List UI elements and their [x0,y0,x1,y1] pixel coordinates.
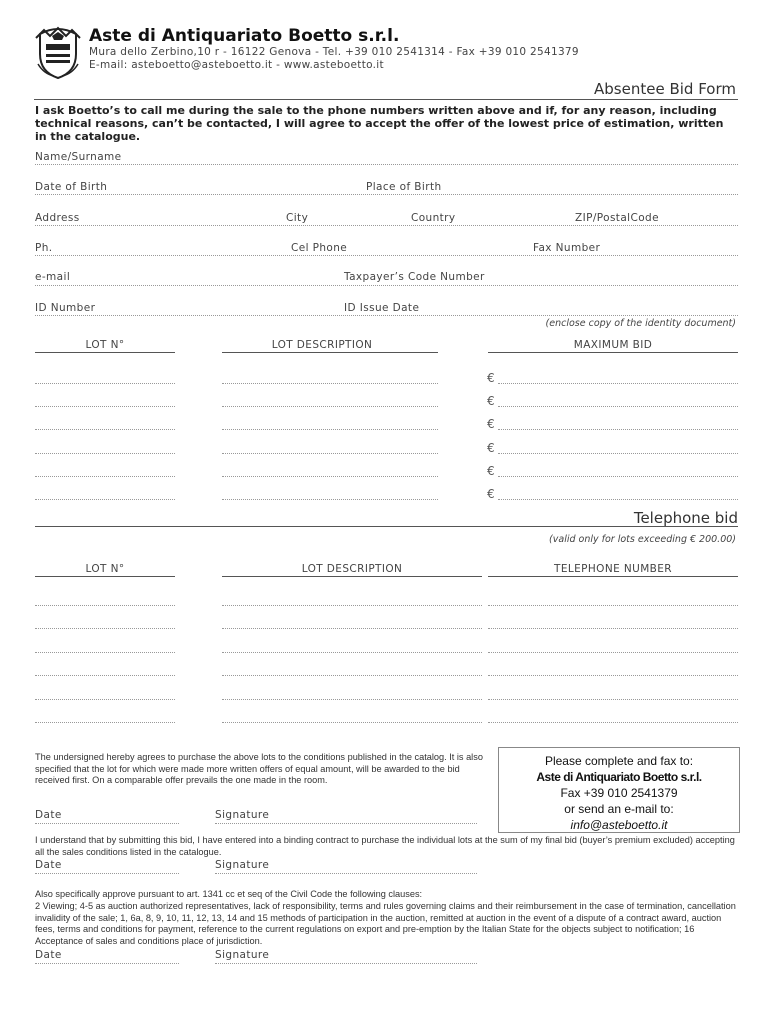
col-bid-header: MAXIMUM BID [573,339,653,351]
contract-text: I understand that by submitting this bid, I have entered into a binding contract to purchase the individual lots at the sum of my final bid (buyer’s premium excluded) accepting all the sales conditions listed in the catalogue. [35,835,735,857]
col-bid-rule [488,352,738,353]
lot-number-field[interactable] [35,383,175,384]
id-number-label: ID Number [35,302,96,314]
tel-lot-description-field[interactable] [222,652,482,653]
lot-number-field[interactable] [35,406,175,407]
phone-field[interactable] [35,255,738,256]
form-title: Absentee Bid Form [594,80,736,98]
company-name: Aste di Antiquariato Boetto s.r.l. [89,26,400,46]
agreement-text: The undersigned hereby agrees to purchase the above lots to the conditions published in the catalog. It is also specified that the lot for which were made more written offers of equal amount, will be awarded to the bid received first. On a comparable offer prevails the one made in the room. [35,752,483,785]
tel-lot-number-field[interactable] [35,722,175,723]
signature-label-1: Signature [215,809,270,821]
dob-label: Date of Birth [35,181,108,193]
tel-lot-description-field[interactable] [222,675,482,676]
signature-label-2: Signature [215,859,270,871]
id-field[interactable] [35,315,738,316]
id-date-label: ID Issue Date [344,302,420,314]
lot-number-field[interactable] [35,476,175,477]
fax-box-company: Aste di Antiquariato Boetto s.r.l. [536,770,702,784]
col-desc-rule [222,352,438,353]
taxcode-label: Taxpayer’s Code Number [344,271,485,283]
date-label-3: Date [35,949,62,961]
lot-description-field[interactable] [222,429,438,430]
zip-label: ZIP/PostalCode [575,212,659,224]
fax-box [498,747,740,833]
signature-field-3[interactable] [215,963,477,964]
title-rule [34,99,738,100]
tel-lot-number-field[interactable] [35,652,175,653]
tel-lot-description-field[interactable] [222,605,482,606]
date-field-2[interactable] [35,873,179,874]
coat-of-arms-icon [34,24,82,80]
name-field[interactable] [35,164,738,165]
cel-label: Cel Phone [291,242,348,254]
pob-label: Place of Birth [366,181,442,193]
maximum-bid-field[interactable] [498,429,738,430]
company-address: Mura dello Zerbino,10 r - 16122 Genova - Tel. +39 010 2541314 - Fax +39 010 2541379 [89,46,579,58]
address-field[interactable] [35,225,738,226]
telephone-number-field[interactable] [488,699,738,700]
tel-lot-description-field[interactable] [222,628,482,629]
col-lot-rule [35,352,175,353]
signature-label-3: Signature [215,949,270,961]
col-lot-header: LOT N° [85,339,125,351]
tel-lot-number-field[interactable] [35,605,175,606]
tel-col-phone-rule [488,576,738,577]
tel-col-desc-rule [222,576,482,577]
maximum-bid-field[interactable] [498,453,738,454]
tel-col-desc-header: LOT DESCRIPTION [301,563,403,575]
date-label-1: Date [35,809,62,821]
lot-description-field[interactable] [222,453,438,454]
phone-label: Ph. [35,242,53,254]
telephone-number-field[interactable] [488,722,738,723]
tel-col-lot-rule [35,576,175,577]
telephone-number-field[interactable] [488,628,738,629]
address-label: Address [35,212,80,224]
date-field-1[interactable] [35,823,179,824]
intro-text: I ask Boetto’s to call me during the sale to the phone numbers written above and if, for any reason, including technical reasons, can’t be contacted, I will agree to accept the offer of the lowest price of estimation, written in the catalogue. [35,104,724,143]
fax-box-fax: Fax +39 010 2541379 [560,786,678,800]
euro-sign: € [487,371,495,385]
lot-number-field[interactable] [35,453,175,454]
euro-sign: € [487,440,495,455]
country-label: Country [411,212,456,224]
lot-description-field[interactable] [222,406,438,407]
euro-sign: € [487,394,495,409]
section-divider [35,526,738,527]
signature-field-1[interactable] [215,823,477,824]
telephone-number-field[interactable] [488,605,738,606]
date-field-3[interactable] [35,963,179,964]
col-desc-header: LOT DESCRIPTION [271,339,373,351]
signature-field-2[interactable] [215,873,477,874]
tel-lot-number-field[interactable] [35,699,175,700]
fax-label: Fax Number [533,242,601,254]
tel-lot-description-field[interactable] [222,722,482,723]
lot-number-field[interactable] [35,499,175,500]
dob-pob-field[interactable] [35,194,738,195]
euro-sign: € [487,417,495,432]
name-label: Name/Surname [35,151,122,163]
tel-lot-number-field[interactable] [35,628,175,629]
lot-number-field[interactable] [35,429,175,430]
telephone-title: Telephone bid [633,509,738,527]
euro-sign: € [487,463,495,478]
tel-col-lot-header: LOT N° [85,563,125,575]
telephone-number-field[interactable] [488,675,738,676]
maximum-bid-field[interactable] [498,476,738,477]
fax-box-line1: Please complete and fax to: [544,754,694,768]
clauses-text: 2 Viewing; 4-5 as auction authorized representatives, lack of responsibility, terms and rules governing claims and their reimbursement in the case of termination, cancellation invalidity of the sale; 1, 6a, 8, 9, 10, 11, 12, 13, 14 and 15 methods of participation in the auction, remitted at auction in the event of a dispute of a contract award, auction fees, terms and conditions for payment, reference to the current regulations on export and pre-emption by the Italian State for the objects subject to notification; 16 Acceptance of sales and conditions place of jurisdiction. [35,901,736,946]
tel-lot-description-field[interactable] [222,699,482,700]
fax-box-line4: or send an e-mail to: [564,802,674,816]
clauses-intro: Also specifically approve pursuant to art. 1341 cc et seq of the Civil Code the following clauses: [35,889,423,899]
fax-box-email[interactable]: info@asteboetto.it [570,818,668,832]
city-label: City [286,212,309,224]
id-note: (enclose copy of the identity document) [545,318,736,329]
telephone-note: (valid only for lots exceeding € 200.00) [549,534,736,545]
email-label: e-mail [35,271,71,283]
lot-description-field[interactable] [222,499,438,500]
maximum-bid-field[interactable] [498,499,738,500]
date-label-2: Date [35,859,62,871]
maximum-bid-field[interactable] [498,383,738,384]
lot-description-field[interactable] [222,476,438,477]
maximum-bid-field[interactable] [498,406,738,407]
tel-lot-number-field[interactable] [35,675,175,676]
lot-description-field[interactable] [222,383,438,384]
telephone-number-field[interactable] [488,652,738,653]
euro-sign: € [487,487,495,501]
tel-col-phone-header: TELEPHONE NUMBER [554,563,672,575]
email-field[interactable] [35,285,738,286]
company-contact: E-mail: asteboetto@asteboetto.it - www.asteboetto.it [89,59,384,71]
